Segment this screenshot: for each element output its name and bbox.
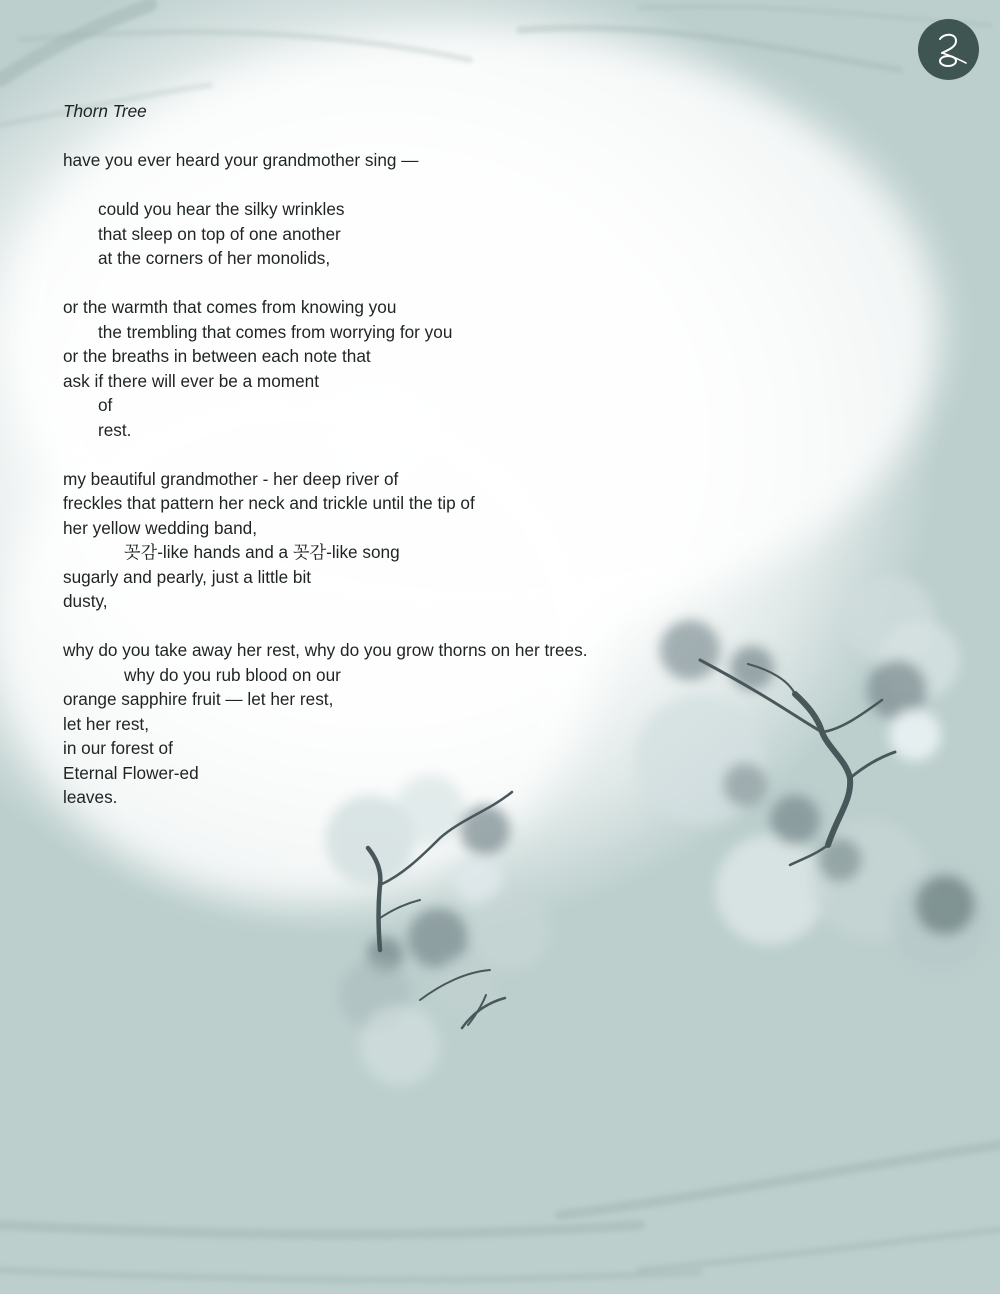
stanza-gap: [63, 173, 763, 198]
logo-badge: [918, 19, 979, 80]
poem-line: rest.: [98, 419, 132, 440]
poem-line: have you ever heard your grandmother sing —: [63, 150, 419, 170]
stanza-gap: [63, 614, 763, 639]
poem-line: at the corners of her monolids,: [98, 248, 331, 268]
poem-line: my beautiful grandmother - her deep river of: [63, 468, 399, 489]
poem: [63, 99, 763, 810]
poem-line: freckles that pattern her neck and trickle until the tip of: [63, 493, 475, 513]
poem-line: dusty,: [63, 591, 108, 611]
poem-line: or the breaths in between each note that: [63, 346, 371, 366]
poem-line: 꼿감-like hands and a 꼿감-like song: [124, 542, 400, 562]
poem-line: or the warmth that comes from knowing you: [63, 297, 397, 317]
poem-line: why do you take away her rest, why do you grow thorns on her trees.: [63, 640, 588, 660]
poem-line: why do you rub blood on our: [124, 664, 341, 685]
poem-title: Thorn Tree: [63, 101, 147, 121]
brush-strokes-bottom: [0, 1145, 1000, 1280]
poem-line: of: [98, 395, 113, 415]
poem-line: let her rest,: [63, 713, 149, 734]
stanza-gap: [63, 271, 763, 296]
poem-line: sugarly and pearly, just a little bit: [63, 566, 312, 587]
poem-line: leaves.: [63, 787, 118, 807]
poem-line: the trembling that comes from worrying for you: [98, 321, 453, 342]
stanza-gap: [63, 124, 763, 149]
poem-line: ask if there will ever be a moment: [63, 370, 320, 391]
poem-line: in our forest of: [63, 738, 173, 758]
poem-line: Eternal Flower-ed: [63, 762, 199, 783]
poem-line: could you hear the silky wrinkles: [98, 199, 345, 219]
poem-line: her yellow wedding band,: [63, 517, 257, 538]
poem-line: that sleep on top of one another: [98, 223, 341, 244]
stanza-gap: [63, 442, 763, 467]
seedling-logo-icon: [918, 19, 979, 80]
poem-line: orange sapphire fruit — let her rest,: [63, 689, 334, 709]
